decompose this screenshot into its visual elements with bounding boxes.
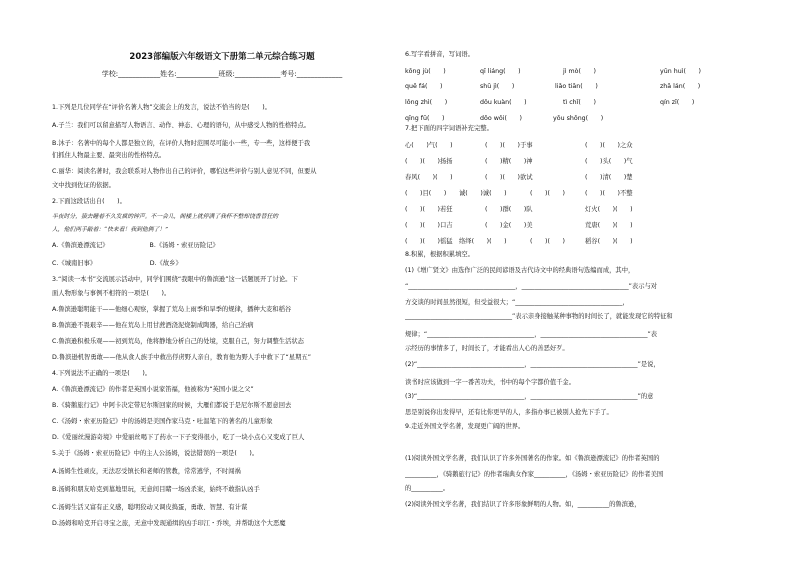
pinyin-blank: dōo wǒi( ) [480, 115, 522, 122]
question-line: __________________________________”表示亲身接触某种事物的时间长了，就能发现它的特征和 [405, 313, 673, 320]
q7-title: 7.把下面的四字词语补充完整。 [405, 125, 493, 132]
question-line: 的__________。 [405, 485, 450, 492]
idiom-blank: 春风( )( ) [405, 174, 453, 181]
pinyin-blank: yūn huì( ) [660, 68, 701, 75]
question-line: A.汤姆生性顽皮，无法忍受镇长和老师的管教，常常逃学，不时闯祸 [52, 468, 241, 475]
idiom-blank: 络绎( )( ) [459, 238, 507, 245]
question-line: C.汤姆生活又富有正义感，聪明狡动又调皮捣蛋，勇敢、智慧、有计谋 [52, 504, 248, 511]
idiom-blank: ( )清( )楚 [585, 174, 633, 181]
question-line: C.《汤姆・索亚历险记》中的汤姆是美国作家马克・吐温笔下的著名的儿童形象 [52, 418, 273, 425]
idiom-blank: ( )( )徭猛 [405, 238, 453, 245]
question-line: (1)阅读外国文学名著，我们认识了许多外国著名的作家。如《鲁滨逊漂流记》的作者英国的 [405, 455, 660, 462]
question-line: 示经历的事情多了，时间长了，才能看出人心的善恶好歹。 [405, 345, 569, 352]
pinyin-blank: jì mò( ) [563, 68, 596, 75]
question-line: D.鲁滨逊机智勇敢——他从食人族手中救出俘虏野人亲自，教育他为野人手中救下了“星期五” [52, 354, 311, 361]
idiom-blank: 灯火( )( ) [585, 206, 633, 213]
question-line: __________，《骑鹅旅行记》的作者瑞典女作家__________，《汤姆・索亚历险记》的作者美国 [405, 471, 664, 478]
pinyin-blank: kōng jù( ) [405, 68, 446, 75]
question-line: (1)《增广贤文》由选作广泛的民间谚语及古代诗文中的经典语句选编而成，其中， [405, 267, 635, 274]
question-line: 人，他们两手敲着：“快来看！我到他俩了！” [52, 227, 169, 233]
q6-title: 6.写字看拼音，写词语。 [405, 51, 474, 58]
student-info-line: 学校:____________姓名:____________班级:_____________考号:_____________ [101, 70, 343, 78]
idiom-blank: ( )( )欲试 [485, 174, 533, 181]
question-line: 2.下面这段话出自( )。 [52, 198, 126, 205]
question-line: C.鲁滨逊积极乐观——初到荒岛，他将静地分析自己的处境，克服自己，努力调整生活状态 [52, 338, 304, 345]
left-column [52, 0, 392, 562]
idiom-blank: ( )( )若狂 [405, 206, 453, 213]
question-line: 9.走近外国文学名著，发现更广阔的世界。 [405, 423, 525, 430]
idiom-blank: ( )头( )气 [585, 158, 633, 165]
idiom-blank: ( )( )之众 [585, 142, 633, 149]
pinyin-blank: qín zī( ) [660, 99, 695, 106]
idiom-blank: ( )金( )美 [485, 222, 533, 229]
page-title: 2023部编版六年级语文下册第二单元综合练习题 [129, 52, 315, 62]
pinyin-blank: liǎo tiān( ) [555, 83, 598, 90]
question-line: C.丽华：阅读名著时，我会联系对人物作出自己的评价，哪怕这些评价与别人意见不同，但要从 [52, 168, 317, 175]
question-line: C.《城南旧事》 D.《故乡》 [52, 260, 182, 267]
question-line: 文中找到佐证的依据。 [52, 182, 115, 189]
question-line: 读书时应该做到一字一番苦功夫，书中的每个字都价值千金。 [405, 379, 576, 386]
idiom-blank: ( )目( ) [405, 190, 447, 197]
question-line: 思是别说你出发得早，还有比你更早的人，多指办事已被别人抢先下手了。 [405, 409, 613, 416]
pinyin-blank: tì chǐ( ) [563, 99, 596, 106]
question-line: A.鲁滨逊聪明能干——他细心观察，掌握了荒岛上雨季和旱季的规律，播种大麦和稻谷 [52, 306, 292, 313]
pinyin-blank: lǒng zhì( ) [405, 99, 448, 106]
pinyin-blank: shū jì( ) [480, 83, 515, 90]
right-column [405, 0, 750, 562]
question-line: B.沐子：名著中的每个人都是独立的，在评价人物时范围尽可能小一些，专一些，这样便于我 [52, 140, 311, 147]
idiom-blank: 荒唐( )( ) [585, 222, 633, 229]
question-line: B.汤姆和朋友哈克到墓地里玩，无意间目睹一场凶杀案，始终不敢指认凶手 [52, 486, 260, 493]
idiom-blank: 心( )气( ) [405, 142, 453, 149]
idiom-blank: ( )群( )队 [485, 206, 533, 213]
question-line: 面人物形象与事例不相符的一项是( )。 [52, 290, 171, 297]
pinyin-blank: quē fá( ) [405, 83, 443, 90]
idiom-blank: ( )( )于事 [485, 142, 533, 149]
idiom-blank: 稻谷( )( ) [585, 238, 633, 245]
idiom-blank: 诚( )诚( ) [459, 190, 507, 197]
question-line: 5.关于《汤姆・索亚历险记》中的主人公汤姆，说法错误的一项是( )。 [52, 450, 259, 457]
question-line: 们抓住人物最主要、最突出的性格特点。 [52, 152, 166, 159]
idiom-blank: ( )( )不整 [585, 190, 633, 197]
idiom-blank: ( )( ) [530, 238, 566, 245]
question-line: A.子兰：我们可以留意描写人物语言、动作、神态、心理的语句，从中感受人物的性格特点。 [52, 122, 311, 129]
question-line: (2)“__________________________________，__________________________________”是说， [405, 361, 660, 368]
question-line: B.《骑鹅旅行记》中阿卡决定带尼尔斯回家的时候，大雁们都说于是尼尔斯不愿意回去 [52, 402, 292, 409]
pinyin-blank: yōu shōng( ) [553, 115, 604, 122]
question-line: D.汤姆和哈克开启寻宝之旅，无意中发现通缉的凶手印江・乔埃，并帮助这个大恶魔 [52, 520, 286, 527]
pinyin-blank: qī liáng( ) [480, 68, 521, 75]
idiom-blank: ( )( )扬扬 [405, 158, 453, 165]
question-line: D.《爱丽丝漫游奇境》中爱丽丝喝下了药水一下子变得很小，吃了一块小点心又变成了巨人 [52, 434, 305, 441]
pinyin-blank: dǒu kuàn( ) [480, 99, 527, 106]
question-line: 方交谈的时间虽然很短，但受益很大；“__________________________________， [405, 299, 629, 306]
pinyin-blank: qīng fū( ) [405, 115, 445, 122]
question-line: A.《鲁滨逊漂流记》 B.《汤姆・索亚历险记》 [52, 242, 219, 249]
question-line: 1.下列是几位同学在“评价名著人物”交流会上的发言，说法不恰当的是( )。 [52, 104, 271, 111]
idiom-blank: ( )( ) [530, 190, 566, 197]
question-line: “__________________________________，__________________________________”表示与对 [405, 283, 658, 290]
question-line: 规律；“__________________________________，__________________________________”表 [405, 331, 658, 338]
question-line: (2)阅读外国文学名著，我们结识了许多形象鲜明的人物。如，__________的鲁滨逊， [405, 501, 641, 508]
question-line: A.《鲁滨逊漂流记》的作者是英国小说家笛福，他被称为“英国小说之父” [52, 386, 254, 393]
question-line: B.鲁滨逊不畏艰辛——他在荒岛上用甘蔗酒浇泥烧制成陶器，给自己治病 [52, 322, 254, 329]
question-line: (3)“__________________________________，__________________________________”的意 [405, 393, 654, 400]
question-line: 3.“阅读一本书”交流展示活动中，同学们围绕“我眼中的鲁滨逊”这一话题展开了讨论。下 [52, 276, 298, 283]
question-line: 8.积累，根据积累填空。 [405, 251, 474, 258]
question-line: 半夜时分，猿去睡着不久发疯的钟声。不一会儿，阁楼上就停满了我杯不整却饶香替狂的 [52, 214, 279, 220]
idiom-blank: ( )精( )神 [485, 158, 533, 165]
idiom-blank: ( )( )口吉 [405, 222, 453, 229]
pinyin-blank: zhā lán( ) [660, 83, 701, 90]
question-line: 4.下列说法不正确的一项是( )。 [52, 370, 152, 377]
